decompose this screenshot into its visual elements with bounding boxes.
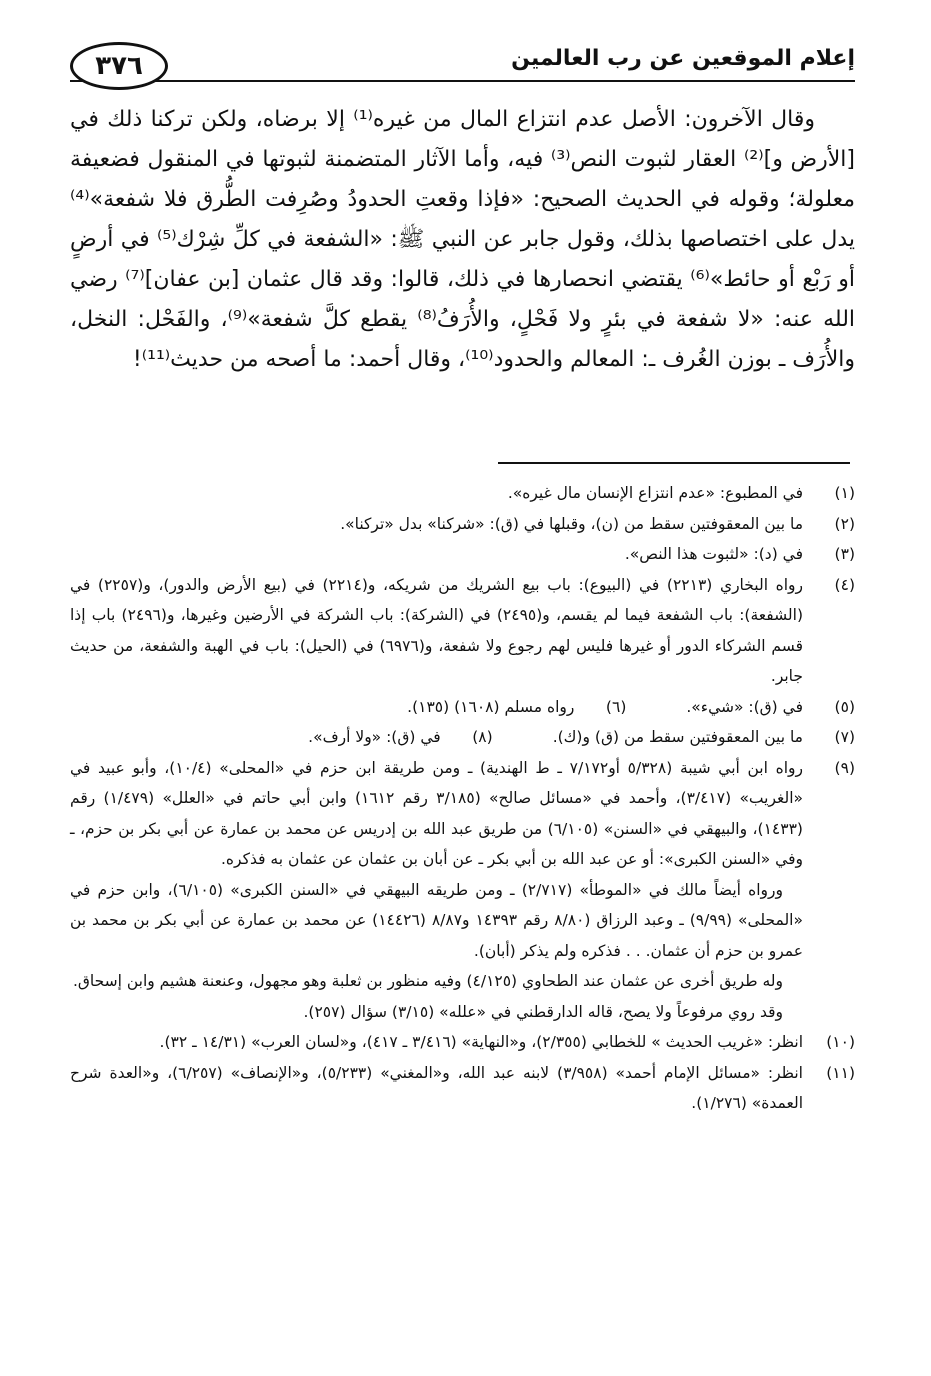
footnote-text: في (ق): «ولا أرف».: [308, 728, 441, 746]
footnote-number: (٩): [834, 758, 855, 777]
footnote-number: (١): [834, 484, 855, 502]
footnote-text: في (ق): «شيء».: [686, 697, 803, 716]
footnote-text: رواه مسلم (١٦٠٨) (١٣٥).: [407, 697, 575, 716]
footnote-text: وقد روي مرفوعاً ولا يصح، قاله الدارقطني في «علله» (٣/١٥) سؤال (٢٥٧).: [303, 1002, 783, 1021]
footnote-text: رواه البخاري (٢٢١٣) في (البيوع): باب بيع الشريك من شريكه، و(٢٢١٤) في (بيع الأرض والدور)، و(٢٢٥٧) في (الشفعة): باب الشفعة فيما لم يقسم، و(٢٤٩٥) في (الشركة): باب الشركة في الأرضين وغيرها، و(٢٤٩٦) باب إذا قسم الشركاء الدور أو غيرها فليس لهم رجوع ولا شفعة، و(٦٩٧٦) في (الحيل): باب في الهبة والشفعة، من حديث جابر.: [70, 575, 804, 685]
footnote-separator: [498, 462, 850, 464]
page-header: [70, 28, 855, 88]
footnote: [70, 509, 855, 540]
footnote-number: (٢): [834, 514, 855, 533]
footnote-number: (٤): [834, 575, 855, 594]
footnote-number: (١٠): [826, 1033, 855, 1051]
footnote-number: (١١): [826, 1063, 855, 1082]
footnote-text: في المطبوع: «عدم انتزاع الإنسان مال غيره».: [507, 484, 803, 502]
footnote-text: ما بين المعقوفتين سقط من (ق) و(ك).: [552, 728, 803, 746]
footnote: [70, 478, 855, 509]
footnote-text: رواه ابن أبي شيبة (٥/٣٢٨ أو٧/١٧٢ ـ ط الهندية) ـ ومن طريقة ابن حزم في «المحلى» (١٠/٤)، وأبو عبيد في «الغريب» (٣/٤١٧)، وأحمد في «مسائل صالح» (٣/١٨٥ رقم ١٦١٢) وابن أبي حاتم في «العلل» (١/٤٧٩) رقم (١٤٣٣)، والبيهقي في «السنن» (٦/١٠٥) من طريق عبد الله بن إدريس عن محمد بن عمارة عن أبي بكر بن حزم، ـ وفي «السنن الكبرى»: أو عن عبد الله بن أبي بكر ـ عن أبان بن عثمان عن عثمان به فذكره.: [70, 758, 804, 868]
footnote-number: (٨): [472, 728, 493, 746]
footnote-text: انظر: «غريب الحديث » للخطابي (٢/٣٥٥)، و«النهاية» (٣/٤١٦ ـ ٤١٧)، و«لسان العرب» (١٤/٣١ ـ ٣٢).: [159, 1033, 803, 1051]
footnote-number: (٣): [834, 545, 855, 563]
footnote-pair: [70, 722, 855, 753]
footnote-text: ورواه أيضاً مالك في «الموطأ» (٢/٧١٧) ـ ومن طريقه البيهقي في «السنن الكبرى» (٦/١٠٥)، وابن حزم في «المحلى» (٩/٩٩) ـ وعبد الرزاق (٨/٨٠ رقم ١٤٣٩٣ و٨/٨٧ (١٤٤٢٦) عن محمد بن عمارة عن أبي بكر بن محمد بن عمرو بن حزم أن عثمان. . . فذكره ولم يذكر (أبان).: [70, 880, 803, 960]
footnote: [70, 570, 855, 692]
main-paragraph: وقال الآخرون: الأصل عدم انتزاع المال من غيره⁽¹⁾ إلا برضاه، ولكن تركنا ذلك في [الأرض و]⁽²⁾ العقار لثبوت النص⁽³⁾ فيه، وأما الآثار المتضمنة لثبوتها في المنقول فضعيفة معلولة؛ وقوله في الحديث الصحيح: «فإذا وقعتِ الحدودُ وصُرِفت الطُّرق فلا شفعة»⁽⁴⁾ يدل على اختصاصها بذلك، وقول جابر عن النبي ﷺ: «الشفعة في كلِّ شِرْك⁽⁵⁾ في أرضٍ أو رَبْع أو حائط»⁽⁶⁾ يقتضي انحصارها في ذلك، قالوا: وقد قال عثمان [بن عفان]⁽⁷⁾ رضي الله عنه: «لا شفعة في بئرٍ ولا فَحْلٍ، والأُرَفُ⁽⁸⁾ يقطع كلَّ شفعة»⁽⁹⁾، والفَحْل: النخل، والأُرَف ـ بوزن الغُرف ـ: المعالم والحدود⁽¹⁰⁾، وقال أحمد: ما أصحه من حديث⁽¹¹⁾!: [70, 107, 856, 372]
book-title: إعلام الموقعين عن رب العالمين: [511, 46, 855, 71]
footnote-text: في (د): «لثبوت هذا النص».: [624, 545, 803, 563]
header-rule: [70, 80, 855, 82]
page-number: ٣٧٦: [70, 42, 168, 90]
footnote-text: انظر: «مسائل الإمام أحمد» (٣/٩٥٨) لابنه عبد الله، و«المغني» (٥/٢٣٣)، و«الإنصاف» (٦/٢٥٧)، و«العدة شرح العمدة» (١/٢٧٦).: [70, 1063, 803, 1112]
footnote: [70, 539, 855, 570]
footnote-text: ما بين المعقوفتين سقط من (ن)، وقبلها في (ق): «شركنا» بدل «تركنا».: [340, 514, 803, 533]
footnote: [70, 1027, 855, 1058]
main-text: [70, 100, 855, 380]
footnotes: [70, 478, 855, 1119]
footnote-number: (٦): [605, 697, 627, 716]
footnote-number: (٥): [834, 697, 855, 716]
footnote: [70, 1058, 855, 1119]
footnote: [70, 753, 855, 1028]
footnote-pair: [70, 692, 855, 723]
footnote-text: وله طريق أخرى عن عثمان عند الطحاوي (٤/١٢٥) وفيه منظور بن ثعلبة وهو مجهول، وعنعنة هشيم وابن إسحاق.: [72, 972, 783, 990]
footnote-number: (٧): [834, 728, 855, 746]
